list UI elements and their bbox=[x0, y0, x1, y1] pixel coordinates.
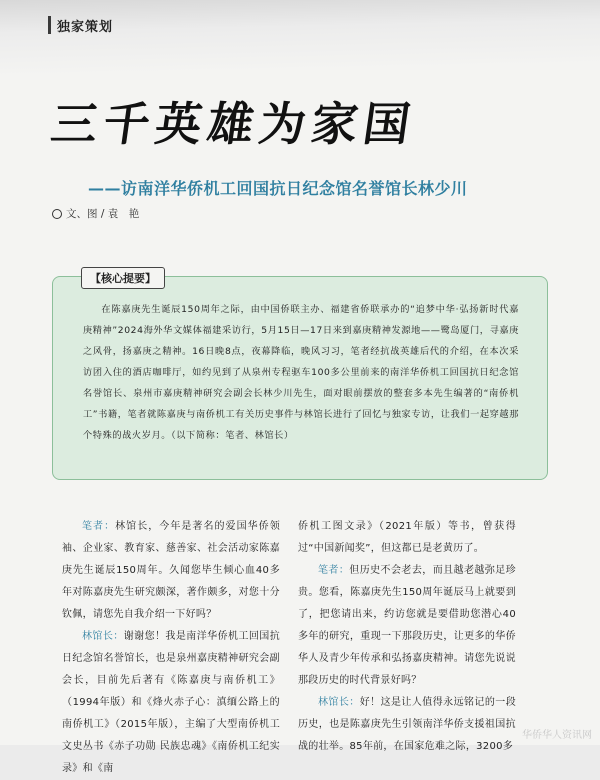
speaker-label: 笔者： bbox=[82, 521, 116, 532]
section-tag bbox=[48, 14, 113, 36]
paragraph-text: 林馆长，今年是著名的爱国华侨领袖、企业家、教育家、慈善家、社会活动家陈嘉庚先生诞辰150周年。久闻您毕生倾心血40多年对陈嘉庚先生研究颇深，著作颇多，对您十分钦佩，请您先自我介绍一下好吗？ bbox=[62, 521, 280, 620]
speaker-label: 笔者： bbox=[318, 565, 350, 576]
paragraph-text: 好！这是让人值得永远铭记的一段历史，也是陈嘉庚先生引领南洋华侨支援祖国抗战的壮举。85年前，在国家危难之际，3200多 bbox=[298, 697, 517, 752]
paragraph-continuation: 侨机工图文录》（2021年版）等书，曾获得过“中国新闻奖”，但这都已是老黄历了。 bbox=[298, 521, 516, 554]
paragraph bbox=[298, 560, 516, 692]
article-subtitle: ——访南洋华侨机工回国抗日纪念馆名誉馆长林少川 bbox=[88, 179, 468, 198]
speaker-label: 林馆长： bbox=[318, 697, 360, 708]
paragraph bbox=[62, 516, 280, 626]
article-title: 三千英雄为家国 bbox=[47, 97, 420, 151]
paragraph bbox=[298, 692, 516, 758]
paragraph bbox=[62, 626, 280, 780]
right-column bbox=[298, 516, 516, 758]
section-title: 独家策划 bbox=[57, 19, 114, 35]
summary-label: 【核心提要】 bbox=[81, 267, 165, 289]
summary-box bbox=[52, 272, 548, 480]
watermark: 华侨华人资讯网 bbox=[522, 730, 592, 741]
byline-text: 文、图 / 袁 艳 bbox=[66, 208, 140, 220]
byline-circle-icon bbox=[52, 209, 62, 219]
paragraph-text: 谢谢您！我是南洋华侨机工回国抗日纪念馆名誉馆长，也是泉州嘉庚精神研究会副会长，目前先后著有《陈嘉庚与南侨机工》（1994年版）和《烽火赤子心：滇缅公路上的南侨机工》（2015年版），主编了大型南侨机工文史丛书《赤子功勋 民族忠魂》《南侨机工纪实录》和《南 bbox=[62, 631, 281, 774]
summary-text: 在陈嘉庚先生诞辰150周年之际，由中国侨联主办、福建省侨联承办的“追梦中华·弘扬新时代嘉庚精神”2024海外华文媒体福建采访行，5月15日—17日来到嘉庚精神发源地——鹭岛厦门，寻嘉庚之风骨，扬嘉庚之精神。16日晚8点，夜幕降临，晚风习习，笔者经抗战英雄后代的介绍，在本次采访团入住的酒店咖啡厅，如约见到了从泉州专程驱车100多公里前来的南洋华侨机工回国抗日纪念馆名誉馆长、泉州市嘉庚精神研究会副会长林少川先生，面对眼前摆放的整套多本先生编著的“南侨机工”书籍，笔者就陈嘉庚与南侨机工有关历史事件与林馆长进行了回忆与独家专访，让我们一起穿越那个特殊的战火岁月。（以下简称：笔者、林馆长） bbox=[83, 304, 520, 441]
byline bbox=[52, 206, 139, 221]
speaker-label: 林馆长： bbox=[82, 631, 124, 642]
section-bar bbox=[48, 16, 51, 34]
paragraph-text: 但历史不会老去，而且越老越弥足珍贵。您看，陈嘉庚先生150周年诞辰马上就要到了，把您请出来，约访您就是要借助您潜心40多年的研究，重现一下那段历史，让更多的华侨华人及青少年传承和弘扬嘉庚精神。请您先说说那段历史的时代背景好吗？ bbox=[298, 565, 516, 686]
left-column bbox=[62, 516, 280, 780]
